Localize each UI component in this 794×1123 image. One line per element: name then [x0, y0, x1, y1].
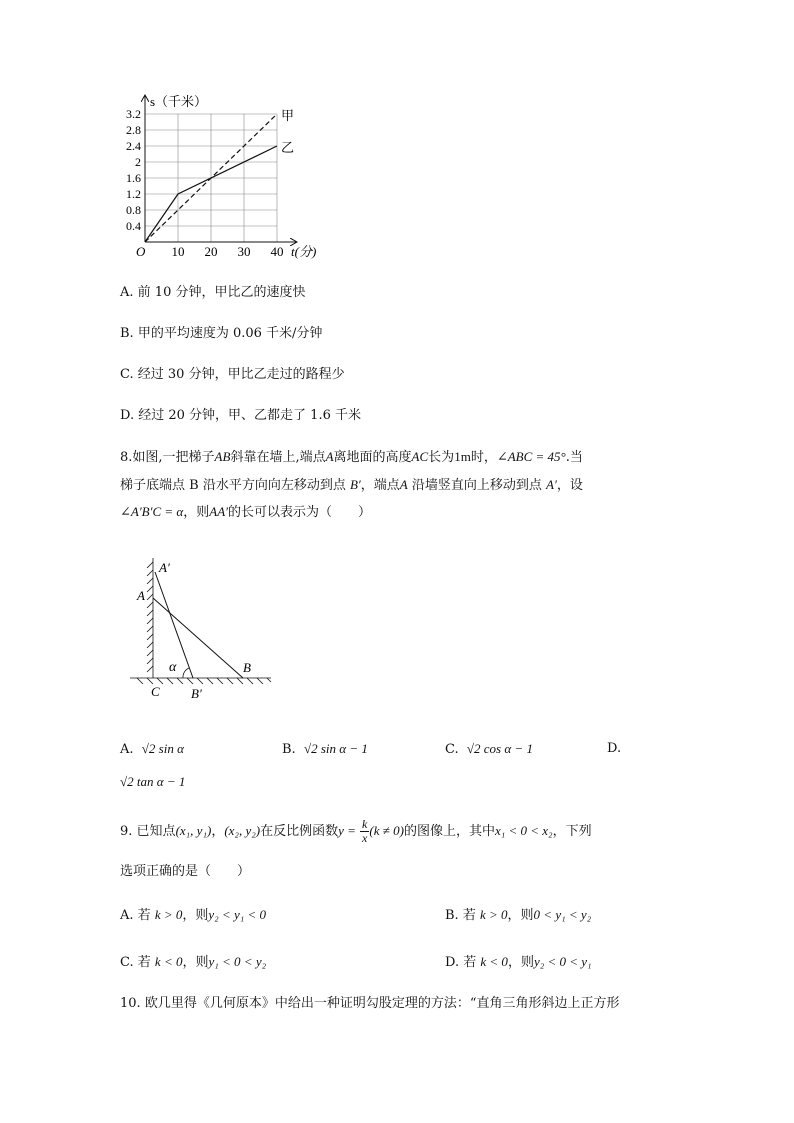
q8-option-a: A. √2 sin α	[120, 741, 184, 757]
q9-fraction: $\frac{k}{x}$	[362, 817, 368, 845]
label-a: A	[137, 588, 145, 603]
x-tick-label: 10	[171, 244, 185, 259]
x-tick-label: 30	[237, 244, 251, 259]
ladder-ab	[153, 598, 243, 678]
q8-line-1: 8.如图,一把梯子AB斜靠在墙上,端点A离地面的高度AC长为1m时，∠ABC = 45°.当	[120, 449, 583, 465]
origin-label: O	[136, 244, 146, 259]
y-tick-label: 1.6	[126, 171, 141, 185]
distance-time-chart	[110, 88, 340, 268]
y-tick-label: 2	[135, 155, 141, 169]
q9-option-c: C. 若 k < 0，则y₁ < 0 < y₂	[120, 954, 267, 970]
q7-option-a: A. 前 10 分钟，甲比乙的速度快	[120, 285, 306, 300]
y-tick-label: 3.2	[126, 107, 141, 121]
series-label: 乙	[281, 140, 295, 155]
q9-line-2: 选项正确的是（ ）	[120, 864, 251, 879]
series-label: 甲	[281, 108, 295, 123]
q8-option-c: C. √2 cos α − 1	[445, 741, 533, 757]
x-tick-label: 40	[270, 244, 284, 259]
q8-option-d-letter: D.	[607, 741, 622, 756]
q9-line-1: 9. 已知点(x₁, y₁)，(x₂, y₂)在反比例函数y = $\frac{k}{x}$ (k ≠ 0)的图像上，其中x₁ < 0 < x₂，下列	[120, 817, 592, 845]
y-tick-label: 0.8	[126, 203, 141, 217]
q8-option-b: B. √2 sin α − 1	[282, 741, 368, 757]
label-b: B	[243, 660, 251, 675]
ladder-figure	[125, 550, 275, 705]
y-tick-label: 0.4	[126, 219, 141, 233]
q9-option-d: D. 若 k < 0，则y₂ < 0 < y₁	[445, 954, 592, 970]
alpha-arc	[183, 668, 189, 678]
q9-option-a: A. 若 k > 0，则y₂ < y₁ < 0	[120, 907, 267, 923]
q8-option-d-expr: √2 tan α − 1	[120, 774, 186, 789]
label-b-prime: B′	[191, 686, 202, 701]
q8-line-3: ∠A′B′C = α，则AA′的长可以表示为（ ）	[120, 504, 371, 520]
y-tick-label: 2.8	[126, 123, 141, 137]
q8-line-2: 梯子底端点 B 沿水平方向向左移动到点 B′，端点A 沿墙竖直向上移动到点 A′，设	[120, 477, 583, 493]
label-c: C	[151, 684, 160, 699]
x-tick-label: 20	[204, 244, 218, 259]
x-axis-label: t(分)	[291, 244, 317, 259]
q7-option-d: D. 经过 20 分钟，甲、乙都走了 1.6 千米	[120, 408, 361, 423]
y-tick-label: 1.2	[126, 187, 141, 201]
q10-stem: 10. 欧几里得《几何原本》中给出一种证明勾股定理的方法：“直角三角形斜边上正方形	[120, 996, 620, 1011]
wall-hatching	[147, 558, 153, 678]
y-axis-label: s（千米）	[150, 94, 208, 109]
q7-option-c: C. 经过 30 分钟，甲比乙走过的路程少	[120, 367, 345, 382]
label-alpha: α	[169, 660, 177, 675]
label-a-prime: A′	[159, 560, 170, 575]
q7-option-b: B. 甲的平均速度为 0.06 千米/分钟	[120, 326, 323, 341]
q9-option-b: B. 若 k > 0，则0 < y₁ < y₂	[445, 907, 592, 923]
y-tick-label: 2.4	[126, 139, 141, 153]
